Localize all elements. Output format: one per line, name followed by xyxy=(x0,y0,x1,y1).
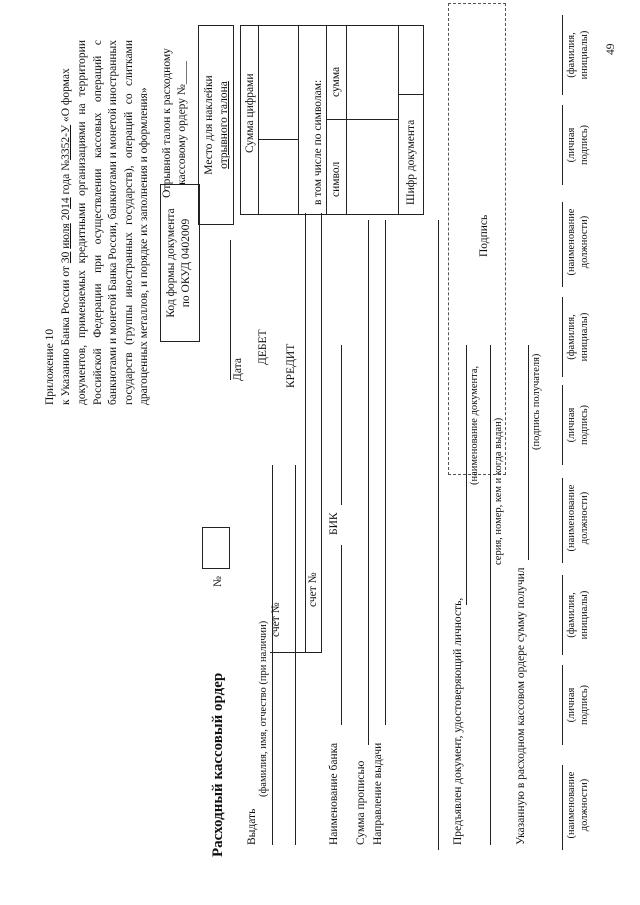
amount-words-line[interactable] xyxy=(368,220,369,745)
incl-symbols-label: в том числе по символам: xyxy=(312,79,324,205)
sig-position-right xyxy=(565,197,591,287)
appendix-year: 14 xyxy=(60,197,72,209)
bik-line[interactable] xyxy=(341,345,342,505)
received-label: Указанную в расходном кассовом ордере сумму получил xyxy=(515,567,527,845)
issue-label: Выдать xyxy=(246,808,258,845)
form-title: Расходный кассовый ордер xyxy=(210,672,226,857)
direction-line[interactable] xyxy=(385,220,386,725)
debit-row-line xyxy=(305,213,306,653)
appendix-year-post: года № xyxy=(60,159,72,195)
account-no-credit: счет № xyxy=(307,572,319,607)
sig-position-mid-1: (наименование xyxy=(566,484,577,552)
tear-off-line1: Отрывной талон к расходному xyxy=(161,48,173,198)
sig-name-right xyxy=(565,15,591,95)
appendix-line1 xyxy=(60,68,72,405)
sig-position-mid-2: должности) xyxy=(579,491,590,545)
credit-label: КРЕДИТ xyxy=(285,343,297,388)
account-column-left xyxy=(270,652,322,653)
amount-row-line xyxy=(298,25,299,215)
debit-label: ДЕБЕТ xyxy=(257,329,269,365)
appendix-title: Приложение 10 xyxy=(44,328,56,405)
bank-name-line[interactable] xyxy=(341,545,342,725)
date-line[interactable] xyxy=(230,240,231,380)
sig-position-left-1: (наименование xyxy=(566,771,577,839)
symbols-header-line xyxy=(326,25,327,215)
sig-position-right-line[interactable] xyxy=(562,202,563,287)
sig-position-left-line[interactable] xyxy=(562,765,563,850)
sig-position-left-2: должности) xyxy=(579,778,590,832)
sig-personal-left-line[interactable] xyxy=(562,665,563,745)
number-sign: № xyxy=(212,576,224,587)
sticker-place-box xyxy=(198,25,234,225)
appendix-month: июля xyxy=(60,223,72,249)
signature-label: Подпись xyxy=(478,214,490,257)
sig-name-right-line[interactable] xyxy=(562,15,563,95)
sig-personal-left-1: (личная xyxy=(566,687,577,723)
sig-position-right-1: (наименование xyxy=(566,208,577,276)
sig-personal-right-2: подпись) xyxy=(579,124,590,166)
appendix-year-pre: 20 xyxy=(60,208,72,221)
sig-name-mid-2: инициалы) xyxy=(579,312,590,362)
sig-personal-right-1: (личная xyxy=(566,127,577,163)
sig-name-mid-line[interactable] xyxy=(562,297,563,377)
doc-name-hint: (наименование документа, xyxy=(469,365,480,485)
sig-position-mid-line[interactable] xyxy=(562,478,563,563)
doc-series-hint: серия, номер, кем и когда выдан) xyxy=(493,417,504,565)
sig-name-right-2: инициалы) xyxy=(579,30,590,80)
sig-name-mid xyxy=(565,297,591,377)
sig-personal-mid-2: подпись) xyxy=(579,404,590,446)
appendix-body: документов, применяемых кредитными организациями на территории Российской Федерации при осуществлении кассовых операций с банкнотами и монетой Банка России, банкнотами и монетой иностранных государств (группы иностранных государств), операций со слитками драгоценных металлов, и порядке их заполнения и оформления» xyxy=(76,40,150,405)
appendix-line1-post: «О формах xyxy=(60,68,72,123)
sum-label: сумма xyxy=(330,66,342,97)
amount-words-label: Сумма прописью xyxy=(355,760,367,845)
doc-code-label: Шифр документа xyxy=(405,119,417,205)
sig-name-left-1: (фамилия, xyxy=(566,592,577,638)
sig-personal-left-2: подпись) xyxy=(579,684,590,726)
id-series-line[interactable] xyxy=(490,345,491,845)
recipient-sig-line[interactable] xyxy=(528,345,529,560)
sig-personal-right xyxy=(565,105,591,185)
fio-line-1[interactable] xyxy=(272,465,273,845)
tear-off-line2: кассовому ордеру № xyxy=(176,84,188,185)
sig-personal-mid-line[interactable] xyxy=(562,385,563,465)
sig-personal-mid xyxy=(565,385,591,465)
credit-row-line xyxy=(321,213,322,653)
bik-label: БИК xyxy=(328,512,340,535)
number-input-box[interactable] xyxy=(202,527,230,569)
doc-code-line xyxy=(398,25,399,215)
sig-personal-right-line[interactable] xyxy=(562,105,563,185)
okud-box xyxy=(160,184,200,342)
account-no-debit: счет № xyxy=(270,602,282,637)
amount-header-line xyxy=(258,25,259,215)
doc-code-divider xyxy=(398,94,424,95)
okud-line2: по ОКУД 0402009 xyxy=(180,218,192,308)
bank-name-label: Наименование банка xyxy=(328,742,340,845)
sig-position-left xyxy=(565,760,591,850)
sig-name-left-line[interactable] xyxy=(562,575,563,655)
sig-name-mid-1: (фамилия, xyxy=(566,314,577,360)
symbols-row-line xyxy=(346,25,347,215)
sig-position-right-2: должности) xyxy=(579,215,590,269)
id-doc-line[interactable] xyxy=(466,345,467,605)
appendix-day: 30 xyxy=(60,251,72,264)
signature-row1-line xyxy=(438,220,439,850)
date-label: Дата xyxy=(232,358,244,381)
sig-position-mid xyxy=(565,473,591,563)
tear-off-caption: Отрывной талон к расходному кассовому ордеру №____ xyxy=(160,43,190,203)
sticker-place-line2: отрывного талона xyxy=(218,81,230,169)
page-number: 49 xyxy=(605,43,617,55)
recipient-sig-hint: (подпись получателя) xyxy=(531,353,542,450)
symbols-divider xyxy=(326,119,398,120)
sticker-place-line1: Место для наклейки xyxy=(203,75,215,175)
id-presented-label: Предъявлен документ, удостоверяющий личность, xyxy=(452,597,464,845)
sig-name-left-2: инициалы) xyxy=(579,590,590,640)
symbol-label: символ xyxy=(330,161,342,197)
fio-line-2[interactable] xyxy=(295,465,296,845)
amount-divider xyxy=(258,139,298,140)
sig-name-right-1: (фамилия, xyxy=(566,32,577,78)
sig-name-left xyxy=(565,575,591,655)
fio-hint: (фамилия, имя, отчество (при наличии) xyxy=(258,620,269,797)
okud-line1: Код формы документа xyxy=(165,208,177,318)
sig-personal-mid-1: (личная xyxy=(566,407,577,443)
sig-personal-left xyxy=(565,665,591,745)
direction-label: Направление выдачи xyxy=(372,742,384,845)
amount-digits-label: Сумма цифрами xyxy=(244,73,256,153)
appendix-number: 3352-У xyxy=(60,124,72,160)
appendix-line1-pre: к Указанию Банка России от xyxy=(60,266,72,405)
